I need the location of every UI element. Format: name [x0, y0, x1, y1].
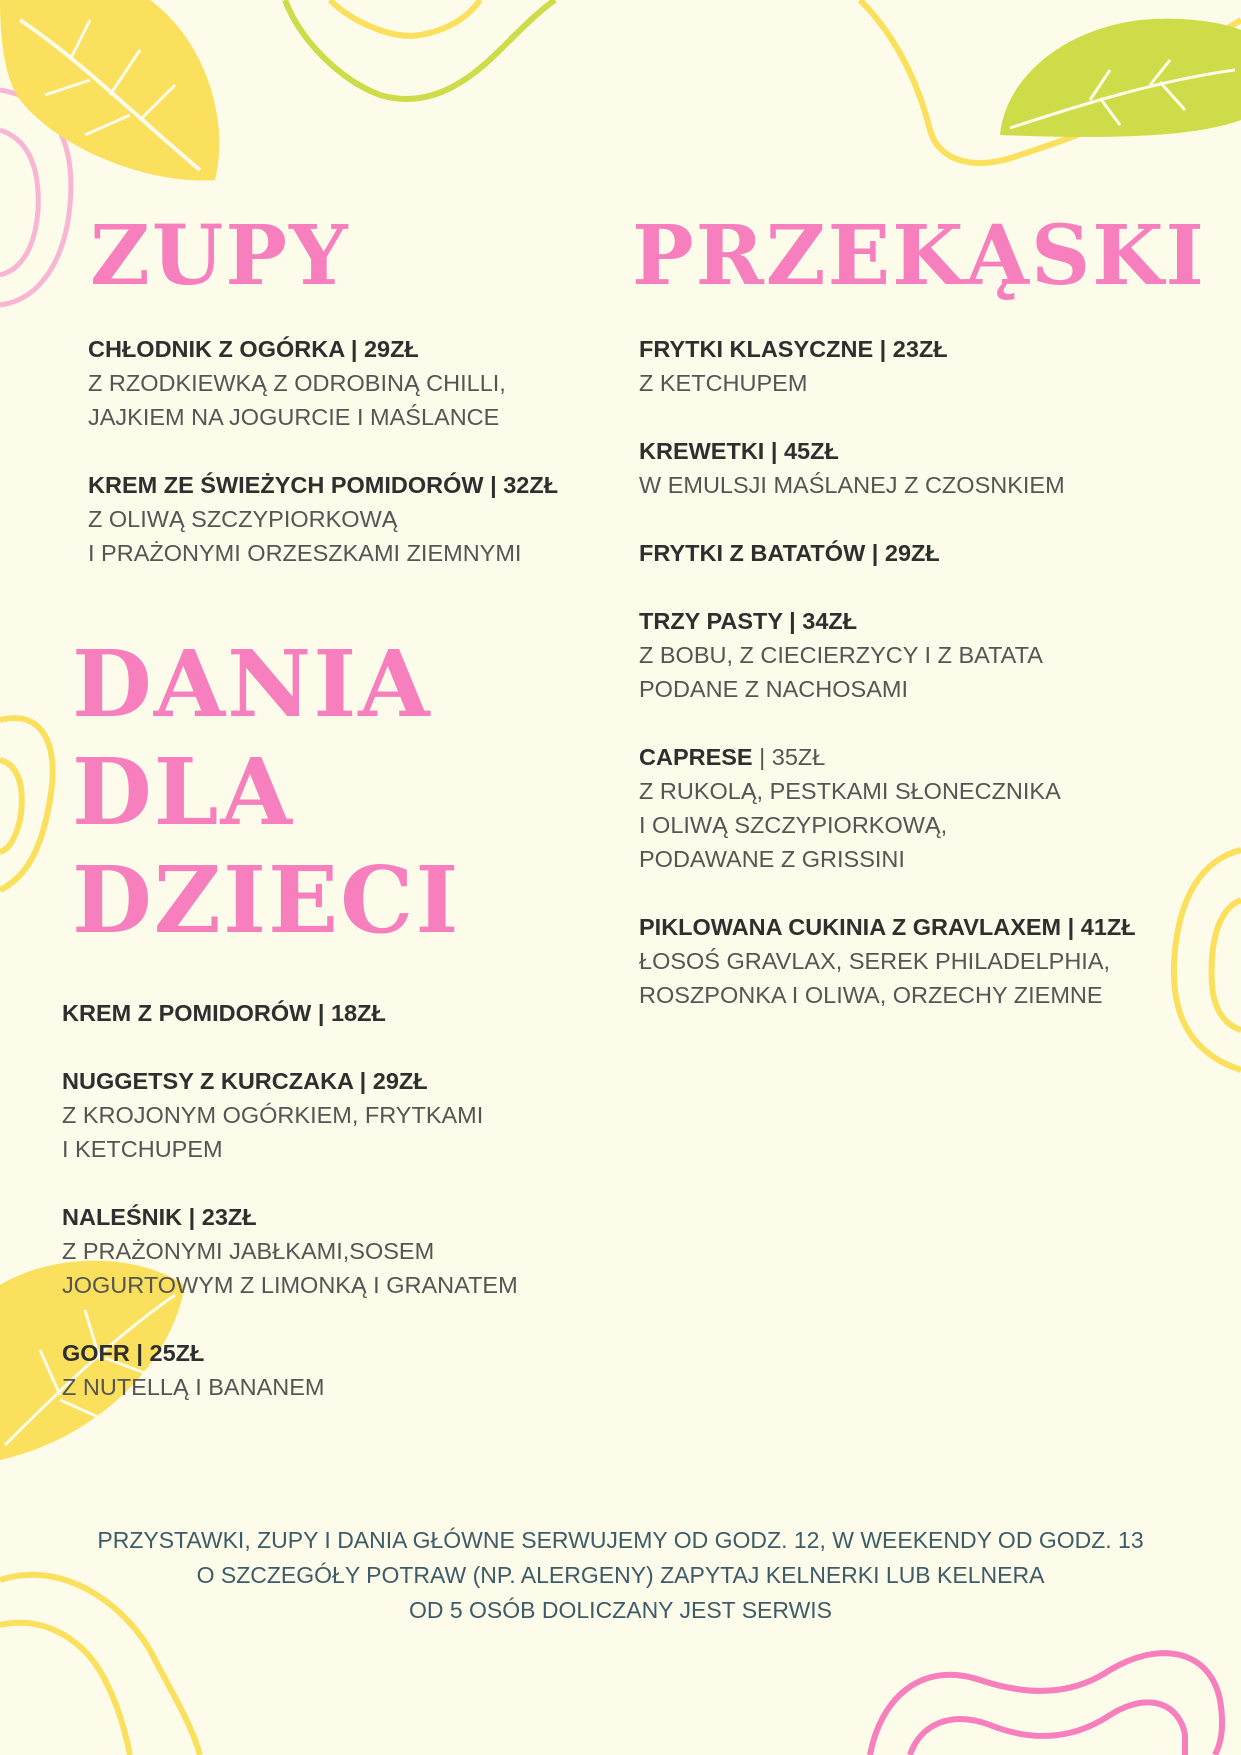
- section-title-dania-dla-dzieci: DANIA DLA DZIECI: [72, 630, 461, 954]
- pink-squiggle-top-left-inner: [0, 130, 38, 275]
- menu-item-price: | 35ZŁ: [759, 744, 826, 770]
- menu-item-name: KREM Z POMIDORÓW | 18ZŁ: [62, 1000, 386, 1026]
- menu-item-description: W EMULSJI MAŚLANEJ Z CZOSNKIEM: [639, 472, 1065, 498]
- menu-item-description: Z NUTELLĄ I BANANEM: [62, 1374, 325, 1400]
- menu-item-name: CAPRESE: [639, 744, 753, 770]
- menu-list-dania-dla-dzieci: [62, 996, 622, 1438]
- menu-item: [639, 536, 1199, 570]
- footer-line: PRZYSTAWKI, ZUPY I DANIA GŁÓWNE SERWUJEMY OD GODZ. 12, W WEEKENDY OD GODZ. 13: [97, 1527, 1144, 1553]
- menu-item: [639, 910, 1199, 1012]
- menu-item: [62, 1200, 622, 1302]
- menu-item-name: NALEŚNIK | 23ZŁ: [62, 1204, 257, 1230]
- pink-squiggle-bottom-right: [870, 1653, 1222, 1755]
- menu-item-name: CHŁODNIK Z OGÓRKA | 29ZŁ: [88, 336, 419, 362]
- lime-squiggle-top: [285, 0, 555, 99]
- menu-item: [639, 434, 1199, 502]
- menu-item-description: ŁOSOŚ GRAVLAX, SEREK PHILADELPHIA, ROSZPONKA I OLIWA, ORZECHY ZIEMNE: [639, 948, 1111, 1008]
- menu-item: [639, 332, 1199, 400]
- menu-item-name: GOFR | 25ZŁ: [62, 1340, 205, 1366]
- menu-item-description: Z KROJONYM OGÓRKIEM, FRYTKAMI I KETCHUPEM: [62, 1102, 484, 1162]
- menu-item-name-row: [639, 740, 1199, 774]
- menu-item: [88, 468, 608, 570]
- menu-item-name: NUGGETSY Z KURCZAKA | 29ZŁ: [62, 1068, 428, 1094]
- footer-notes: [0, 1523, 1241, 1628]
- menu-item: [62, 1336, 622, 1404]
- menu-item: [639, 604, 1199, 706]
- footer-line: OD 5 OSÓB DOLICZANY JEST SERWIS: [408, 1597, 833, 1623]
- menu-item-description: Z OLIWĄ SZCZYPIORKOWĄ I PRAŻONYMI ORZESZKAMI ZIEMNYMI: [88, 506, 522, 566]
- menu-item-name: FRYTKI Z BATATÓW | 29ZŁ: [639, 540, 940, 566]
- menu-item-description: Z BOBU, Z CIECIERZYCY I Z BATATA PODANE Z NACHOSAMI: [639, 642, 1043, 702]
- menu-item-name: PIKLOWANA CUKINIA Z GRAVLAXEM | 41ZŁ: [639, 914, 1136, 940]
- footer-line: O SZCZEGÓŁY POTRAW (NP. ALERGENY) ZAPYTAJ KELNERKI LUB KELNERA: [196, 1562, 1045, 1588]
- menu-list-przekaski: [639, 332, 1199, 1046]
- menu-item: [62, 996, 622, 1030]
- yellow-squiggle-left: [0, 718, 53, 890]
- menu-item: [639, 740, 1199, 876]
- menu-item-name: KREM ZE ŚWIEŻYCH POMIDORÓW | 32ZŁ: [88, 472, 559, 498]
- menu-item-name: KREWETKI | 45ZŁ: [639, 438, 839, 464]
- menu-list-zupy: [88, 332, 608, 604]
- menu-item-description: Z RUKOLĄ, PESTKAMI SŁONECZNIKA I OLIWĄ SZCZYPIORKOWĄ, PODAWANE Z GRISSINI: [639, 778, 1061, 872]
- menu-item-name: TRZY PASTY | 34ZŁ: [639, 608, 858, 634]
- menu-item-description: Z RZODKIEWKĄ Z ODROBINĄ CHILLI, JAJKIEM NA JOGURCIE I MAŚLANCE: [88, 370, 506, 430]
- section-title-przekaski: PRZEKĄSKI: [632, 208, 1206, 304]
- yellow-squiggle-top: [330, 0, 480, 36]
- menu-item-description: Z PRAŻONYMI JABŁKAMI,SOSEM JOGURTOWYM Z LIMONKĄ I GRANATEM: [62, 1238, 518, 1298]
- menu-item: [88, 332, 608, 434]
- section-title-zupy: ZUPY: [90, 208, 350, 304]
- menu-item-description: Z KETCHUPEM: [639, 370, 808, 396]
- menu-item: [62, 1064, 622, 1166]
- menu-item-name: FRYTKI KLASYCZNE | 23ZŁ: [639, 336, 948, 362]
